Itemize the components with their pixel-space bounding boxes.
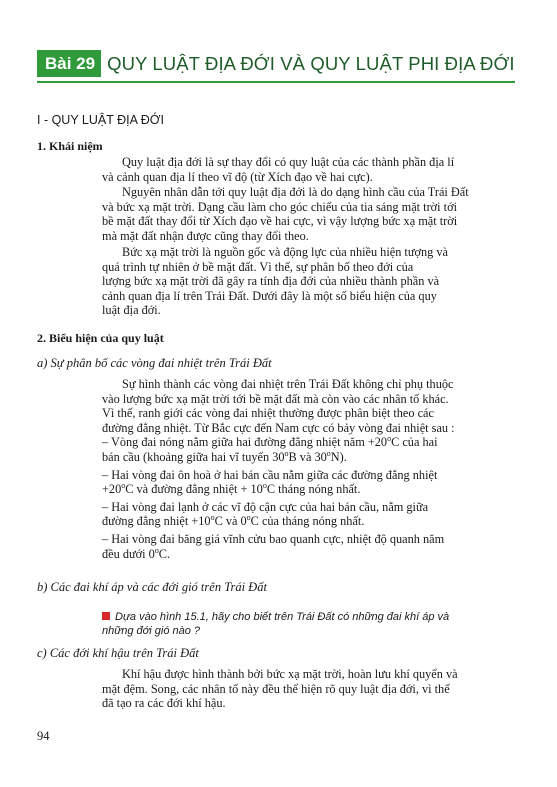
- text-line: đường đẳng nhiệt $+10^oC$ và 0$^o$C của tháng nóng nhất.: [102, 513, 365, 529]
- text-line: đều dưới 0$^o$C.: [102, 545, 171, 561]
- text-line: cảnh quan địa lí trên Trái Đất. Dưới đây là một số biểu hiện của quy: [102, 288, 437, 303]
- text-line: vào lượng bức xạ mặt trời tới bề mặt đất mà còn vào các nhân tố khác.: [102, 391, 449, 406]
- subheading-concept: 1. Khái niệm: [37, 139, 103, 153]
- bullet-cold-belt: – Hai vòng đai lạnh ở các vĩ độ cận cực của hai bán cầu, nằm giữa: [102, 499, 429, 514]
- text-line: Nguyên nhân dẫn tới quy luật địa đới là do dạng hình cầu của Trái Đất: [122, 185, 469, 199]
- subheading-pressure-winds: b) Các đai khí áp và các đới gió trên Trái Đất: [37, 580, 267, 594]
- section-title: I - QUY LUẬT ĐỊA ĐỚI: [37, 113, 164, 127]
- text-line: quá trình tự nhiên ở bề mặt đất. Vì thế, sự phân bố theo đới của: [102, 259, 414, 274]
- text-line: mà mặt đất nhận được cũng thay đổi theo.: [102, 228, 309, 243]
- paragraph-heat-belts: [102, 377, 510, 561]
- text-line: Quy luật địa đới là sự thay đổi có quy luật của các thành phần địa lí: [122, 155, 455, 169]
- paragraph-concept-3: [102, 245, 510, 318]
- text-line: Sự hình thành các vòng đai nhiệt trên Trái Đất không chỉ phụ thuộc: [122, 377, 454, 391]
- text-line: Bức xạ mặt trời là nguồn gốc và động lực của nhiều hiện tượng và: [122, 245, 448, 259]
- text-line: Dựa vào hình 15.1, hãy cho biết trên Trái Đất có những đai khí áp và: [102, 610, 510, 624]
- text-line: và cảnh quan địa lí theo vĩ độ (từ Xích đạo về hai cực).: [102, 169, 373, 184]
- text-line: $+20^oC$ và đường đẳng nhiệt + $10^oC$ tháng nóng nhất.: [102, 481, 361, 497]
- text-line: Vì thế, ranh giới các vòng đai nhiệt thường được phân biệt theo các: [102, 406, 434, 421]
- text-line: những đới gió nào ?: [102, 625, 201, 637]
- paragraph-concept-1: [102, 155, 510, 184]
- subheading-heat-belts: a) Sự phân bố các vòng đai nhiệt trên Trái Đất: [37, 356, 272, 370]
- bullet-frost-belt: – Hai vòng đai băng giá vĩnh cửu bao quanh cực, nhiệt độ quanh năm: [102, 531, 445, 546]
- text-line: mặt đệm. Song, các nhân tố này đều thể hiện rõ quy luật địa đới, vì thế: [102, 681, 450, 696]
- paragraph-climate-zones: [102, 667, 510, 711]
- subheading-manifestation: 2. Biểu hiện của quy luật: [37, 331, 164, 345]
- question-box: [102, 610, 510, 638]
- paragraph-concept-2: [102, 185, 510, 243]
- text-line: bề mặt đất thay đổi từ Xích đạo về hai cực, vì vậy lượng bức xạ mặt trời: [102, 214, 458, 229]
- page-number: 94: [37, 729, 50, 743]
- subheading-climate-zones: c) Các đới khí hậu trên Trái Đất: [37, 646, 199, 660]
- bullet-hot-belt: – Vòng đai nóng nằm giữa hai đường đẳng nhiệt năm $+20^oC$ của hai: [102, 434, 438, 450]
- lesson-header: [37, 50, 515, 77]
- header-divider: [37, 81, 515, 83]
- text-line: đã tạo ra các đới khí hậu.: [102, 696, 226, 711]
- lesson-title: QUY LUẬT ĐỊA ĐỚI VÀ QUY LUẬT PHI ĐỊA ĐỚI: [107, 53, 515, 74]
- bullet-temperate-belt: – Hai vòng đai ôn hoà ở hai bán cầu nằm giữa các đường đẳng nhiệt: [102, 467, 438, 482]
- text-line: luật địa đới.: [102, 303, 161, 318]
- text-line: lượng bức xạ mặt trời đã gây ra tính địa đới của nhiều thành phần và: [102, 274, 440, 289]
- lesson-number-badge: Bài 29: [37, 50, 101, 77]
- text-line: và bức xạ mặt trời. Dạng cầu làm cho góc chiếu của tia sáng mặt trời tới: [102, 199, 457, 214]
- red-square-icon: [102, 612, 110, 620]
- text-line: đường đẳng nhiệt. Từ Bắc cực đến Nam cực có bảy vòng đai nhiệt sau :: [102, 420, 455, 435]
- text-line: Khí hậu được hình thành bởi bức xạ mặt trời, hoàn lưu khí quyển và: [122, 667, 458, 681]
- text-line: bán cầu (khoảng giữa hai vĩ tuyến 30$^o$B và 30$^o$N).: [102, 448, 347, 464]
